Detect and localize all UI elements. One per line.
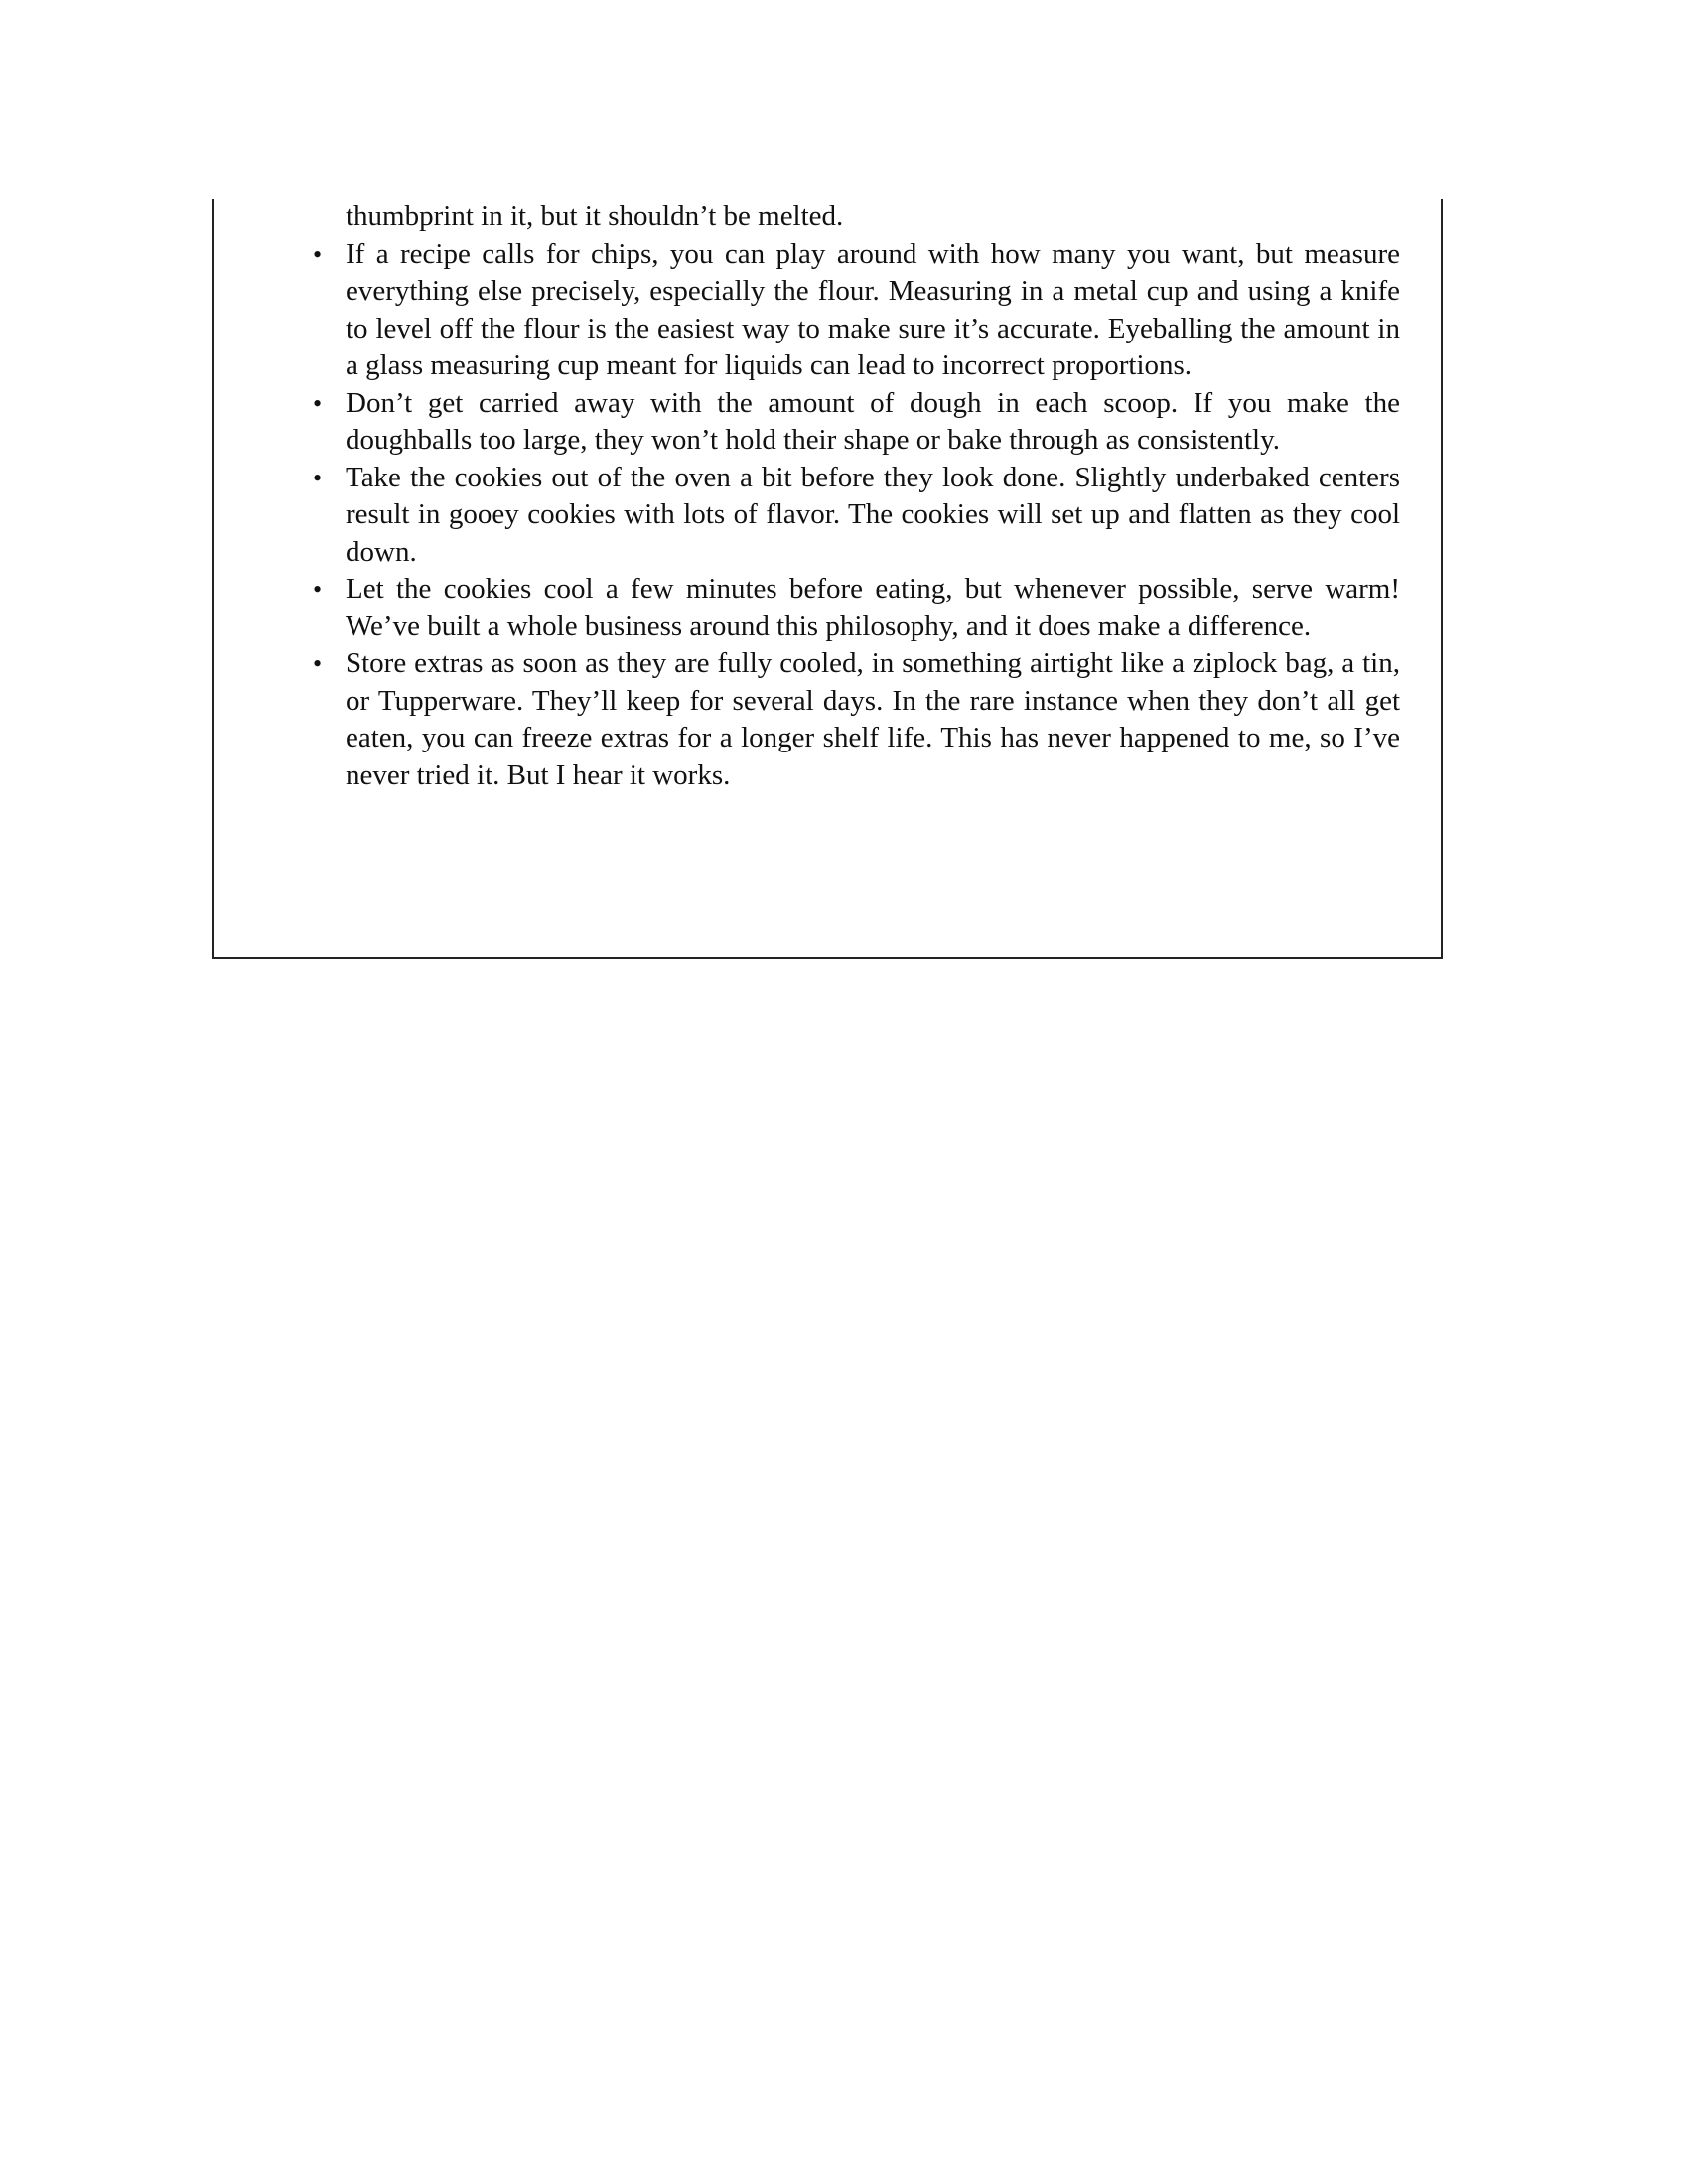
tip-text: Let the cookies cool a few minutes before eating, but whenever possible, serve warm! We’ve built a whole business around this philosophy, and it does make a difference. <box>346 573 1400 642</box>
list-item <box>313 236 1400 385</box>
tips-content <box>313 199 1400 794</box>
tip-text: If a recipe calls for chips, you can play around with how many you want, but measure everything else precisely, especially the flour. Measuring in a metal cup and using a knife to level off the flour is the easiest way to make sure it’s accurate. Eyeballing the amount in a glass measuring cup meant for liquids can lead to incorrect proportions. <box>346 237 1400 381</box>
tips-box <box>212 199 1443 959</box>
tip-text: Store extras as soon as they are fully cooled, in something airtight like a ziplock bag, a tin, or Tupperware. They’ll keep for several days. In the rare instance when they don’t all get eaten, you can freeze extras for a longer shelf life. This has never happened to me, so I’ve never tried it. But I hear it works. <box>346 647 1400 791</box>
list-item <box>313 460 1400 572</box>
bullet-icon: • <box>313 463 323 492</box>
tip-text: Don’t get carried away with the amount of dough in each scoop. If you make the doughballs too large, they won’t hold their shape or bake through as consistently. <box>346 386 1400 456</box>
bullet-icon: • <box>313 388 323 418</box>
bullet-icon: • <box>313 649 323 678</box>
tip-text: Take the cookies out of the oven a bit before they look done. Slightly underbaked centers result in gooey cookies with lots of flavor. The cookies will set up and flatten as they cool down. <box>346 461 1400 568</box>
list-item <box>313 645 1400 794</box>
bullet-icon: • <box>313 575 323 604</box>
list-item <box>313 571 1400 645</box>
continued-paragraph: thumbprint in it, but it shouldn’t be melted. <box>346 201 844 232</box>
list-item <box>313 385 1400 460</box>
tips-list <box>313 236 1400 795</box>
bullet-icon: • <box>313 239 323 269</box>
